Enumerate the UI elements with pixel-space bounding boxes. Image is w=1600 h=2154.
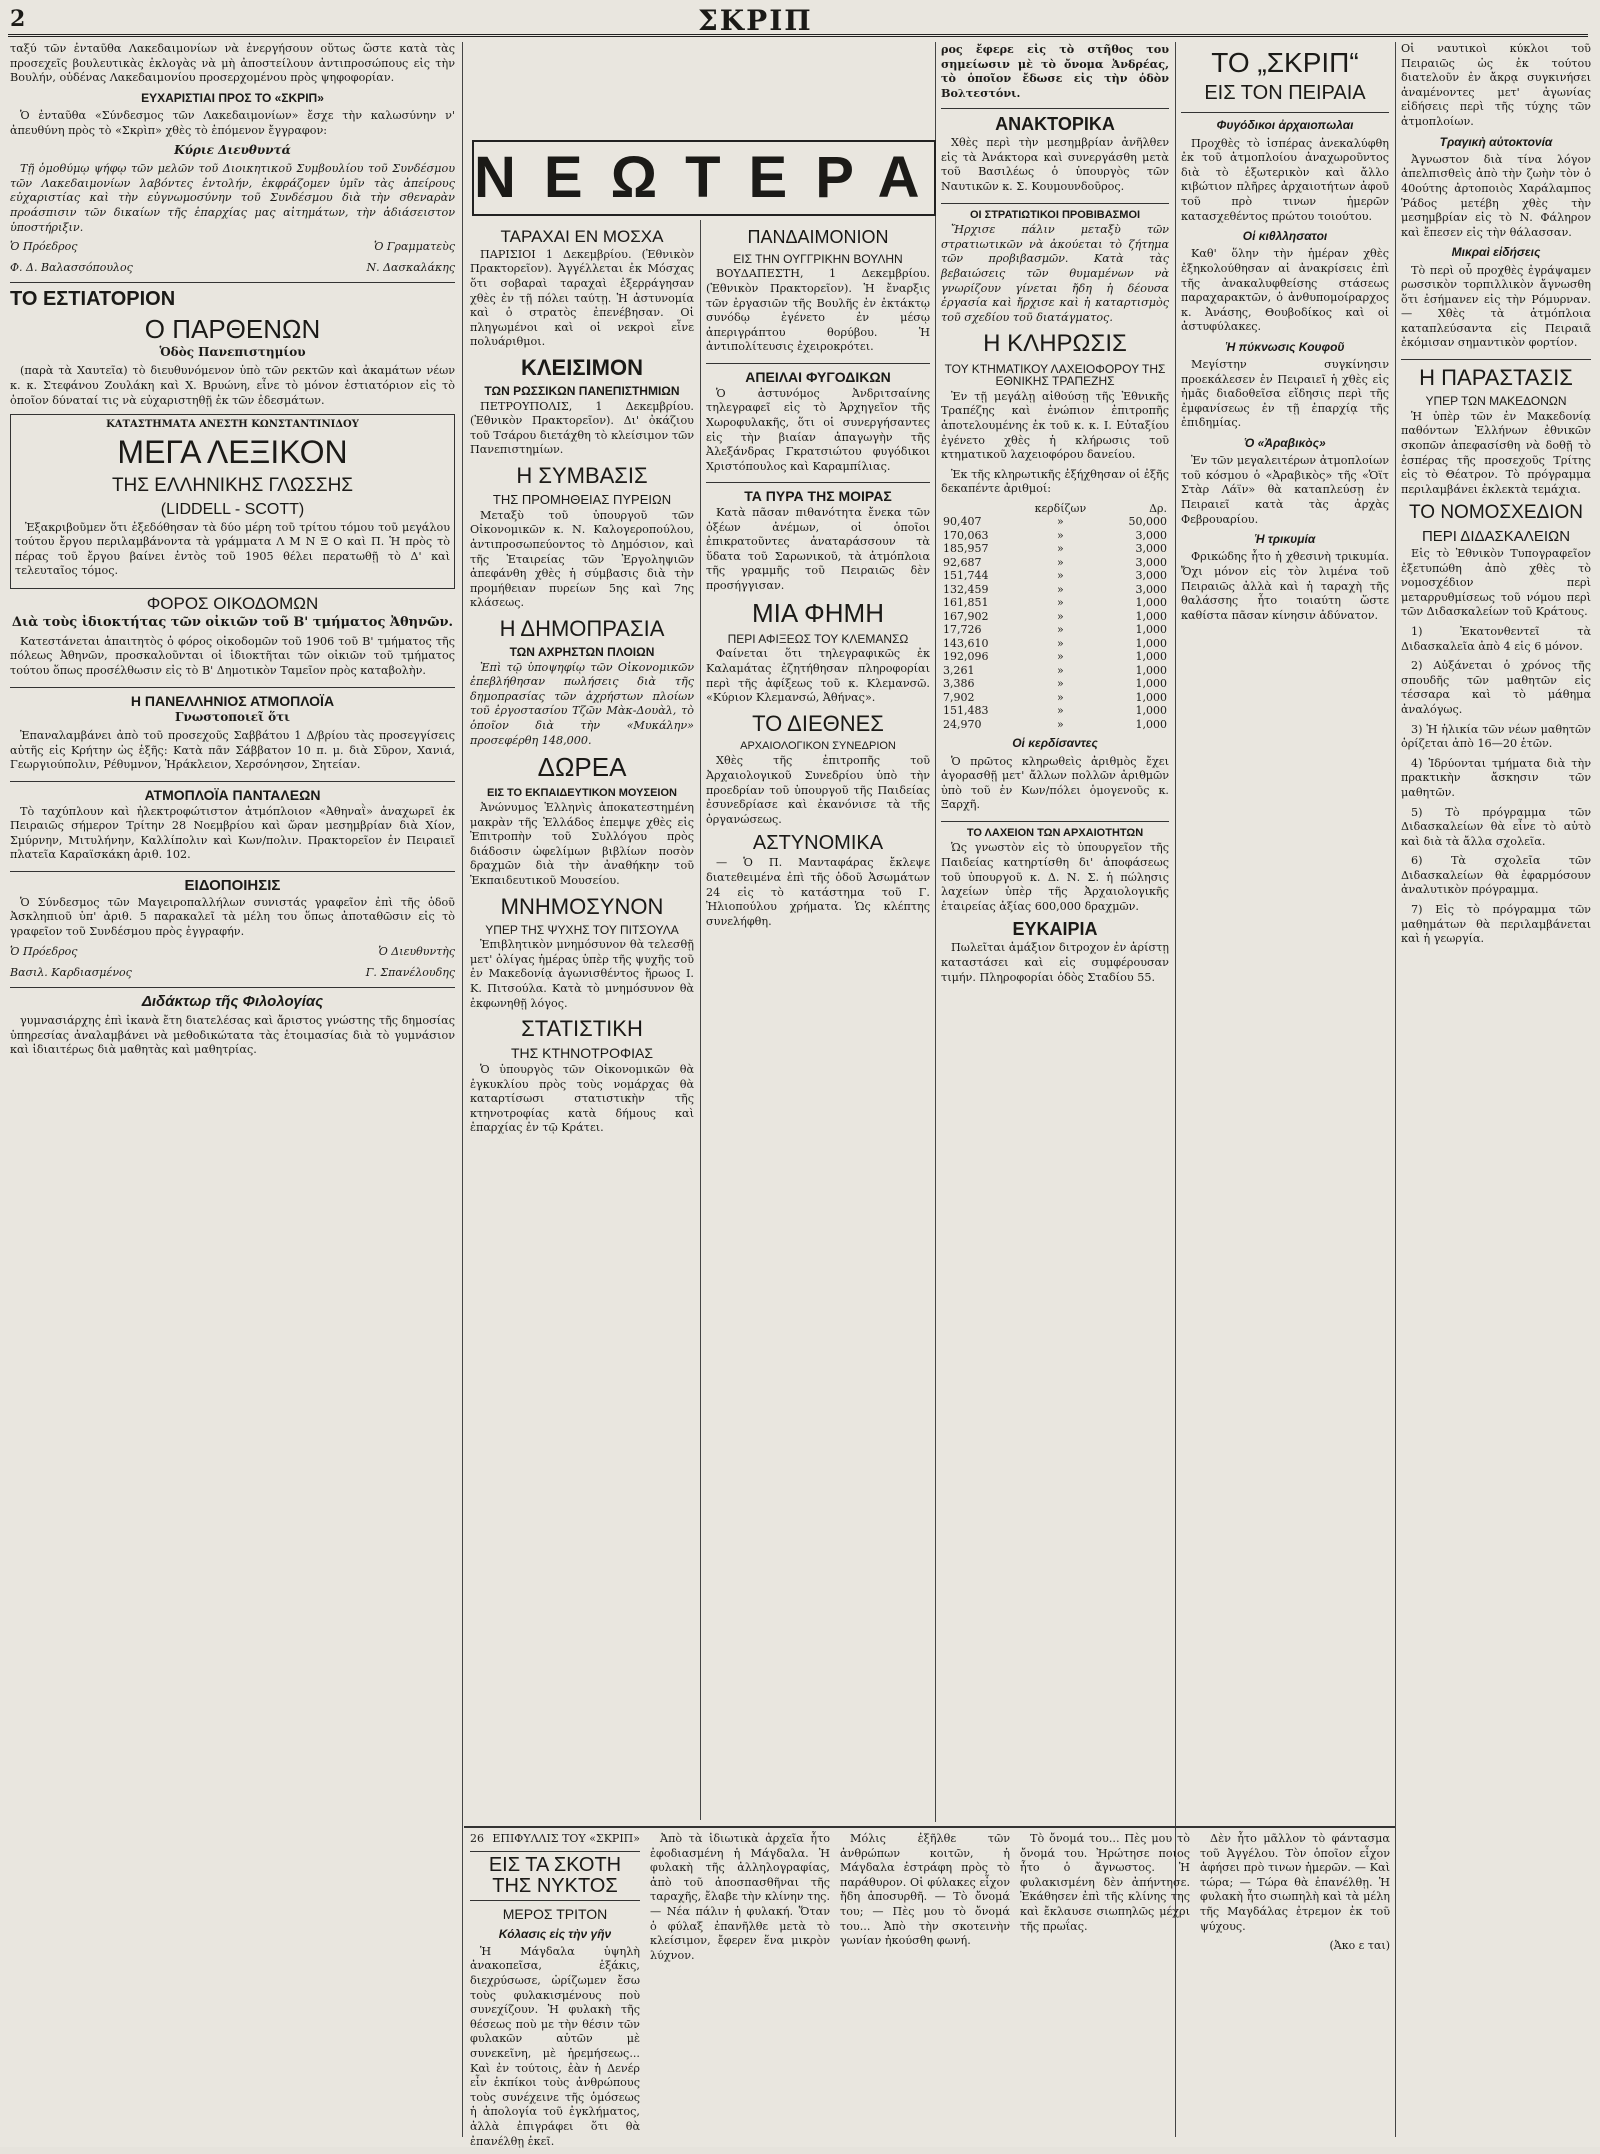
ditto-mark: » [1057, 690, 1064, 704]
headline: ΕΙΔΟΠΟΙΗΣΙΣ [184, 877, 281, 895]
headline: ΜΕΓΑ ΛΕΞΙΚΟΝ [117, 434, 348, 471]
masthead [8, 6, 1588, 37]
article-text: Πωλεῖται ἁμάξιον διτροχον ἐν ἀρίστῃ καταστάσει καὶ εἰς συμφέρουσαν τιμήν. Πληροφορίαι ὁδὸς Σταδίου 55. [941, 941, 1169, 984]
headline: ΑΠΕΙΛΑΙ ΦΥΓΟΔΙΚΩΝ [745, 369, 891, 386]
headline: (LIDDELL - SCOTT) [160, 500, 305, 518]
article-text: Χθὲς τῆς ἐπιτροπῆς τοῦ Ἀρχαιολογικοῦ Συνεδρίου ὑπὸ τὴν προεδρίαν τοῦ ὑπουργοῦ τῆς Παιδείας ἐσυνεδρίασε καὶ ἐκανόνισε τὰ τῆς ὀργανώσεως. [706, 754, 930, 826]
lottery-number: 161,851 [943, 596, 989, 610]
table-row [941, 542, 1169, 556]
prize-amount: 1,000 [1135, 677, 1167, 691]
article-text: ρος ἔφερε εἰς τὸ στῆθος του σημείωσιν μὲ τὸ ὄνομα Ἀνδρέας, τὸ ὁποῖον ἔδωσε εἰς τὴν ὁδὸν Βολτεστόνι. [941, 42, 1169, 100]
headline: Διδάκτωρ τῆς Φιλολογίας [141, 992, 324, 1010]
headline: ΤΟ „ΣΚΡΙΠ“ [1211, 47, 1359, 78]
signature-role: Ὁ Πρόεδρος [10, 944, 78, 958]
table-row [941, 515, 1169, 529]
article-text: Ὁ πρῶτος κληρωθεὶς ἀριθμὸς ἔχει ἀγορασθῇ μετ' ἄλλων πολλῶν ἀριθμῶν ὑπὸ τοῦ ἐν Κων/πόλει ὁμογενοῦς κ. Ξαρχῆ. [941, 754, 1169, 812]
article-text: Ἐξακριβοῦμεν ὅτι ἐξεδόθησαν τὰ δύο μέρη τοῦ τρίτου τόμου τοῦ μεγάλου τούτου ἔργου περιλαμβάνοντα τὰ γράμματα Λ Μ Ν Ξ Ο καὶ Π. Ἡ πρὸς τὸ πέρας τοῦ ἔργου βαίνει ἐντὸς τοῦ 1905 θέλει περατωθῇ τὸ Δ' καὶ τελευταῖος τόμος. [15, 520, 450, 578]
headline: Η ΠΑΝΕΛΛΗΝΙΟΣ ΑΤΜΟΠΛΟΪΑ [130, 692, 335, 709]
neotera-banner: ΝΕΩΤΕΡΑ [472, 140, 936, 216]
divider [10, 687, 455, 688]
lottery-number: 170,063 [943, 528, 989, 542]
signature-role: Ὁ Γραμματεὺς [373, 240, 455, 254]
table-row [941, 650, 1169, 664]
subheadline: ΤΟΥ ΚΤΗΜΑΤΙΚΟΥ ΛΑΧΕΙΟΦΟΡΟΥ ΤΗΣ ΕΘΝΙΚΗΣ ΤΡΑΠΕΖΗΣ [944, 361, 1166, 389]
ditto-mark: » [1057, 650, 1064, 664]
column-1 [10, 42, 455, 2137]
lottery-number: 151,744 [943, 569, 989, 583]
headline: Φυγόδικοι ἀρχαιοπωλαι [1216, 118, 1354, 133]
headline: ΑΣΤΥΝΟΜΙΚΑ [752, 832, 884, 855]
serial-text: Ἀπὸ τὰ ἰδιωτικὰ ἀρχεῖα ἦτο ἐφοδιασμένη ἡ Μάγδαλα. Ἡ φυλακὴ τῆς ἀλληλογραφίας, ἀπὸ τοῦ ἀποσπασθῆναι τῆς ταραχῆς, ἔλαβε τὴν κλίνην της. — Νέα πάλιν ἡ φυλακή. Ὅταν ὁ φύλαξ ἐπανῆλθε μετὰ τὸ κλείσιμον, ἔφερεν ἕνα μικρὸν λύχνον. [650, 1832, 830, 1962]
article-text: Κατεστάνεται ἀπαιτητὸς ὁ φόρος οἰκοδομῶν τοῦ 1906 τοῦ Β' τμήματος τῆς πόλεως Ἀθηνῶν, προσκαλοῦνται οἱ ἰδιοκτῆται τῶν οἰκιῶν τοῦ τμήματος τούτου ὅπως προσέλθωσιν εἰς τὸ Β' Δημοτικὸν Ταμεῖον πρὸς καταβολὴν. [10, 634, 455, 677]
ditto-mark: » [1057, 704, 1064, 718]
article-text: Καθ' ὅλην τὴν ἡμέραν χθὲς ἐξηκολούθησαν αἱ ἀνακρίσεις ἐπὶ τῆς ἀνακαλυφθείσης στάσεως παραχαρακτῶν, ὁ ἀνθυπομοίραρχος κ. Ἀνάσης, Θουβοδίκος καὶ οἱ ἀστυφύλακες. [1181, 247, 1389, 334]
divider [941, 108, 1169, 109]
subheadline: Γνωστοποιεῖ ὅτι [175, 710, 290, 725]
headline: ΤΗΣ ΕΛΛΗΝΙΚΗΣ ΓΛΩΣΣΗΣ [111, 474, 354, 496]
column-5 [1181, 42, 1389, 2137]
article-text: γυμνασιάρχης ἐπὶ ἱκανὰ ἔτη διατελέσας καὶ ἄριστος γνώστης τῆς δημοσίας ὑπηρεσίας ἀναλαμβάνει νὰ μεθοδικώτατα τὰς ἑτοιμασίας διὰ τὸ γυμνάσιον καὶ ἰδιαιτέρως διὰ μαθητὰς καὶ μαθητρίας. [10, 1014, 455, 1057]
headline: Ὁ «Ἀραβικὸς» [1244, 436, 1326, 451]
divider [10, 871, 455, 872]
article-text: Ὁ ἀστυνόμος Ἀνδριτσαίνης τηλεγραφεῖ εἰς τὸ Ἀρχηγεῖον τῆς Χωροφυλακῆς, ὅτι οἱ συνεργήσαντες εἰς τὴν βιαίαν ἀπαγωγὴν τῆς Ἀλεξάνδρας Γκρατσιώτου φυγόδικοι Χριστόπουλος καὶ Καραμπίλιας. [706, 386, 930, 473]
newspaper-name: ΣΚΡΙΠ [698, 4, 813, 37]
serial-part: ΜΕΡΟΣ ΤΡΙΤΟΝ [502, 1906, 608, 1922]
serial-text: Τὸ ὄνομά του... Πὲς μου τὸ ὄνομά του. Ἠρώτησε ποιος ἦτο ὁ ἄγνωστος. Ἡ φυλακισμένη δὲν ἀπήντησε. Ἐκάθησεν ἐπὶ τῆς κλίνης της καὶ ἔκλαυσε σιωπηλῶς μέχρι τῆς πρωΐας. [1020, 1832, 1190, 1933]
divider [706, 482, 930, 483]
ditto-mark: » [1057, 555, 1064, 569]
article-text: ταξύ τῶν ἐνταῦθα Λακεδαιμονίων νὰ ἐνεργήσουν οὕτως ὥστε κατὰ τὰς προσεχεῖς βουλευτικὰς ἐκλογὰς νὰ μὴ ἀποστείλουν ἀντιπροσώπους εἰς τὴν Βουλήν, οὐδένας Λακεδαιμονίου προσερχομένου πρὸς ψηφοφορίαν. [10, 42, 455, 85]
table-row [941, 718, 1169, 732]
list-item: 5) Τὸ πρόγραμμα τῶν Διδασκαλείων θὰ εἶνε τὸ αὐτὸ καὶ διὰ τὰ ἄλλα σχολεῖα. [1401, 805, 1591, 848]
ditto-mark: » [1057, 542, 1064, 556]
prize-amount: 1,000 [1135, 717, 1167, 731]
headline: ΚΛΕΙΣΙΜΟΝ [521, 355, 643, 380]
lottery-number: 167,902 [943, 609, 989, 623]
divider [10, 781, 455, 782]
headline: Η ΣΥΜΒΑΣΙΣ [516, 463, 648, 489]
article-text: Ἐπιβλητικὸν μνημόσυνον θὰ τελεσθῇ μετ' ὀλίγας ἡμέρας ὑπὲρ τῆς ψυχῆς τοῦ ἐν Μακεδονίᾳ ἀγωνισθέντος ἥρωος Ι. Κ. Πιτσούλα. Κατὰ τὸ μνημόσυνον θὰ ἐκφωνηθῇ λόγος. [470, 938, 694, 1010]
serial-title: ΕΙΣ ΤΑ ΣΚΟΤΗ ΤΗΣ ΝΥΚΤΟΣ [470, 1851, 640, 1901]
signature-name: Φ. Δ. Βαλασσόπουλος [10, 261, 133, 275]
table-header [941, 502, 1169, 516]
headline: ΑΤΜΟΠΛΟΪΑ ΠΑΝΤΑΛΕΩΝ [144, 787, 321, 803]
ditto-mark: » [1057, 717, 1064, 731]
signature-name: Ν. Δασκαλάκης [366, 261, 455, 275]
lottery-number: 3,386 [943, 677, 975, 691]
table-row [941, 569, 1169, 583]
prize-amount: 1,000 [1135, 609, 1167, 623]
article-text: Τὸ ταχύπλουν καὶ ἠλεκτροφώτιστον ἀτμόπλοιον «Ἀθηναῒ» ἀναχωρεῖ ἐκ Πειραιῶς σήμερον Τρίτην 28 Νοεμβρίου καὶ ὥραν μεσημβρίαν διὰ Χίον, Σμύρνην, Μιτυλήνην, Καλλίπολιν καὶ Κων/πολιν. Πρακτορεῖον ἐν Πειραιεῖ πλατεῖα Καραϊσκάκη ἀριθ. 102. [10, 804, 455, 862]
headline: ΤΑ ΠΥΡΑ ΤΗΣ ΜΟΙΡΑΣ [744, 488, 892, 505]
lottery-number: 132,459 [943, 582, 989, 596]
subheadline: Διὰ τοὺς ἰδιοκτήτας τῶν οἰκιῶν τοῦ Β' τμήματος Ἀθηνῶν. [11, 614, 454, 630]
headline: ΜΙΑ ΦΗΜΗ [752, 597, 884, 628]
subheadline: ΠΕΡΙ ΑΦΙΞΕΩΣ ΤΟΥ ΚΛΕΜΑΝΣΩ [727, 631, 909, 646]
article-text: Τῇ ὁμοθύμῳ ψήφῳ τῶν μελῶν τοῦ Διοικητικοῦ Συμβουλίου τοῦ Συνδέσμου τῶν Λακεδαιμονίων λαβόντες ἐντολήν, ἐκφράζομεν ὑμῖν τὰς ἀπείρους εὐχαριστίας καὶ τὴν εὐγνωμοσύνην τοῦ Συνδέσμου διὰ τὴν σθεναρὰν προάσπισιν τῶν δικαίων τῆς ἐπαρχίας μας αἰτημάτων, τὴν ἀδιάσειστον ὑποστήριξιν. [10, 162, 455, 234]
article-text: Ὁ ἐνταῦθα «Σύνδεσμος τῶν Λακεδαιμονίων» ἔσχε τὴν καλωσύνην ν' ἀπευθύνη πρὸς τὸ «Σκρὶπ» χθὲς τὸ ἑπόμενον ἔγγραφον: [10, 108, 455, 137]
salutation: Κύριε Διευθυντά [174, 143, 291, 158]
article-text: Μεγίστην συγκίνησιν προεκάλεσεν ἐν Πειραιεῖ ἡ χθὲς εἰς ἡμᾶς διαδοθεῖσα εἴδησις περὶ τῆς ἐμφανίσεως ἐν τῇ ἐπαρχίᾳ τῆς ἐπιδημίας. [1181, 358, 1389, 430]
column-rule [935, 42, 936, 1822]
headline: ΤΟ ΛΑΧΕΙΟΝ ΤΩΝ ΑΡΧΑΙΟΤΗΤΩΝ [966, 826, 1144, 839]
article-text: Φαίνεται ὅτι τηλεγραφικῶς ἐκ Καλαμάτας ἐζητήθησαν πληροφορίαι περὶ τῆς ἀφίξεως τοῦ κ. Κλεμανσῶ. «Κύριον Κλεμανσώ, Ἀθήνας». [706, 647, 930, 705]
article-text: Ὡς γνωστὸν εἰς τὸ ὑπουργεῖον τῆς Παιδείας κατηρτίσθη δι' ἀποφάσεως τοῦ ὑπουργοῦ κ. Δ. Ν. Σ. ἡ πώλησις λαχείων ὑπὲρ τῆς Ἀρχαιολογικῆς ἑταιρείας ἀξίας 600,000 δραχμῶν. [941, 841, 1169, 913]
lottery-number: 17,726 [943, 623, 982, 637]
list-item: 3) Ἡ ἡλικία τῶν νέων μαθητῶν ὁρίζεται ἀπὸ 16—20 ἐτῶν. [1401, 722, 1591, 751]
ditto-mark: » [1057, 677, 1064, 691]
table-row [941, 691, 1169, 705]
lottery-number: 7,902 [943, 690, 975, 704]
article-text: Ὁ ὑπουργὸς τῶν Οἰκονομικῶν θὰ ἐγκυκλίου πρὸς τοὺς νομάρχας θὰ καταρτίσωσι στατιστικὴν τῆς κτηνοτροφίας κατὰ δήμους καὶ ἐπαρχίας ἐν τῷ Κράτει. [470, 1063, 694, 1135]
column-4 [941, 42, 1169, 1822]
serial-text: Μόλις ἐξῆλθε τῶν ἀνθρώπων κοιτῶν, ἡ Μάγδαλα ἐστράφη πρὸς τὸ παράθυρον. Οἱ φύλακες εἶχον ἤδη ἀποσυρθῆ. — Τὸ ὄνομά του; — Πὲς μου τὸ ὄνομά του... Ἀπὸ τὴν σκοτεινὴν γωνίαν ἠκούσθη φωνή. [840, 1832, 1010, 1948]
signature-name: Γ. Σπανέλουδης [365, 965, 455, 979]
subheadline: ΑΡΧΑΙΟΛΟΓΙΚΟΝ ΣΥΝΕΔΡΙΟΝ [740, 739, 896, 752]
headline: ΤΟ ΔΙΕΘΝΕΣ [752, 710, 884, 736]
subheadline: ΕΙΣ ΤΟ ΕΚΠΑΙΔΕΥΤΙΚΟΝ ΜΟΥΣΕΙΟΝ [486, 786, 677, 799]
ditto-mark: » [1057, 582, 1064, 596]
advertisement [10, 414, 455, 589]
ditto-mark: » [1057, 528, 1064, 542]
ditto-mark: » [1057, 569, 1064, 583]
continues-label: (Ἀκο ε ται) [1329, 1939, 1390, 1953]
headline: Η ΚΛΗΡΩΣΙΣ [983, 330, 1127, 358]
signature-role: Ὁ Πρόεδρος [10, 240, 78, 254]
prize-amount: 1,000 [1135, 704, 1167, 718]
prize-amount: 3,000 [1135, 582, 1167, 596]
signature-role: Ὁ Διευθυντὴς [378, 944, 455, 958]
article-text: ΒΟΥΔΑΠΕΣΤΗ, 1 Δεκεμβρίου. (Ἐθνικὸν Πρακτορεῖον). Ἡ ἔναρξις τῶν ἐργασιῶν τῆς Βουλῆς ἐν ἐκτάκτῳ συνόδῳ ἐγένετο ἐν μέσῳ ἀπεριγράπτου θορύβου. Ἡ ἀντιπολίτευσις ἐχειροκρότει. [706, 267, 930, 354]
article-text: Ἤρχισε πάλιν μεταξὺ τῶν στρατιωτικῶν νὰ ἀκούεται τὸ ζήτημα τῶν προβιβασμῶν. Κατὰ τὰς βεβαιώσεις τῶν θυμαμένων νὰ γνωρίζουν γίνεται ἤδη ἡ δέουσα ἐργασία καὶ ἤρχισε καὶ ἡ καταρτισμὸς τοῦ σχεδίου τοῦ διατάγματος. [941, 223, 1169, 324]
subheadline: ΤΩΝ ΑΧΡΗΣΤΩΝ ΠΛΟΙΩΝ [509, 645, 655, 660]
serial-text: Δὲν ἦτο μᾶλλον τὸ φάντασμα τοῦ Ἀγγέλου. Τὸν ὁποῖον εἶχον ἀφήσει πρὸ τινων ἡμερῶν. — Καὶ τώρα; — Τώρα θὰ ἐπανέλθῃ. Ἡ φυλακὴ ἦτο σιωπηλὴ καὶ τὰ μέλη τῆς Μαγδάλας ἐτρεμον ἐκ τοῦ ψύχους. [1200, 1832, 1390, 1933]
headline: ΕΥΧΑΡΙΣΤΙΑΙ ΠΡΟΣ ΤΟ «ΣΚΡΙΠ» [141, 90, 324, 105]
divider [10, 987, 455, 988]
lottery-number: 3,261 [943, 663, 975, 677]
headline: Οἱ κιθλλησατοι [1242, 229, 1328, 244]
list-item: 7) Εἰς τὸ πρόγραμμα τῶν μαθημάτων θὰ περιλαμβάνεται καὶ ἡ γεωργία. [1401, 903, 1591, 946]
bill-list [1401, 625, 1591, 947]
lottery-table [941, 502, 1169, 732]
headline: Ο ΠΑΡΘΕΝΩΝ [144, 314, 321, 345]
column-rule [700, 220, 701, 1820]
column-rule [1395, 42, 1396, 2137]
column-header: κερδίζων [1034, 501, 1087, 515]
ditto-mark: » [1057, 609, 1064, 623]
article-text: ΠΑΡΙΣΙΟΙ 1 Δεκεμβρίου. (Ἐθνικὸν Πρακτορεῖον). Ἀγγέλλεται ἐκ Μόσχας ὅτι σοβαραὶ ταραχαὶ ἐξερράγησαν χθὲς ἐν τῇ πόλει ταύτῃ. Ἡ ἀστυνομία καὶ ὁ στρατὸς ἐπενέβησαν. Οἱ πληγωμένοι καὶ οἱ νεκροὶ εἶνε πολυάριθμοι. [470, 247, 694, 349]
article-text: Προχθὲς τὸ ἰσπέρας ἀνεκαλύφθη ἐκ τοῦ ἀτμοπλοίου ἀναχωροῦντος διὰ τὸ ἐξωτερικὸν καὶ ἄλλο κιβώτιον πλῆρες ἀρχαιοτήτων ἀφοῦ τοῦ πρὸ τινων ἡμερῶν κατασχεθέντος πρώτου τοιούτου. [1181, 136, 1389, 223]
signature-row [10, 966, 455, 979]
article-text: Χθὲς περὶ τὴν μεσημβρίαν ἀνῆλθεν εἰς τὰ Ἀνάκτορα καὶ συνεργάσθη μετὰ τοῦ Βασιλέως ὁ ὑπουργὸς τῶν Ναυτικῶν κ. Σ. Κουμουνδοῦρος. [941, 136, 1169, 194]
column-6 [1401, 42, 1591, 2137]
prize-amount: 1,000 [1135, 690, 1167, 704]
table-row [941, 704, 1169, 718]
serial-col [1200, 1832, 1390, 1952]
serial-text: Ἡ Μάγδαλα ὑψηλὴ ἀνακοπεῖσα, ἑξάκις, διεχρύσωσε, ὡρίζωμεν ἔσω τοὺς φυλακισμένους ποὺ συνεχίζουν. Ἡ φυλακὴ τῆς θέσεως ποὺ με τὴν θέσιν τῶν φυλακῶν αὐτῶν μὲ συνεκεῖνη, μὲ ἠρεμήσεως... Καὶ ἐν τούτοις, ἐὰν ἡ Δενέρ εἶν ἐκπίκοι τοὺς ἀνθρώπους τοὺς συνέχεινε τῆς ὁμόσεως ἡ ἀπολογία τοῦ ἐγκλήματος, ἀλλὰ ἐπιγράφει ὅτι θὰ ἐπανέλθῃ ἐκεῖ. [470, 1944, 640, 2148]
column-header: Δρ. [1149, 501, 1167, 515]
article-text: Οἱ ναυτικοὶ κύκλοι τοῦ Πειραιῶς ὡς ἐκ τούτου διατελοῦν ἐν ἄκρᾳ συγκινήσει ἀναμένοντες μετ' ἀγωνίας εἰδήσεις περὶ τῆς τύχης τῶν ἀτμοπλοίων. [1401, 42, 1591, 128]
prize-amount: 1,000 [1135, 596, 1167, 610]
ditto-mark: » [1057, 663, 1064, 677]
serial-attribution: ΕΠΙΦΥΛΛΙΣ ΤΟΥ «ΣΚΡΙΠ» [492, 1832, 640, 1845]
article-text: Ἀγνωστον διὰ τίνα λόγον ἀπελπισθεὶς ἀπὸ τὴν ζωὴν τὸν ὁ 40ούτης ἀρτοποιὸς Χαράλαμπος Ῥάδος μετέβη χθὲς τὴν μεσημβρίαν εἰς τὸ Ν. Φάληρον καὶ ἔπεσεν εἰς τὴν θάλασσαν. [1401, 152, 1591, 239]
table-row [941, 556, 1169, 570]
headline: Οἱ κερδίσαντες [1012, 736, 1098, 751]
signature-row [10, 240, 455, 253]
table-row [941, 610, 1169, 624]
ditto-mark: » [1057, 515, 1064, 529]
article-text: Ὁ Σύνδεσμος τῶν Μαγειροπαλλήλων συνιστάς γραφεῖον ἐπὶ τῆς ὁδοῦ Ἀσκληπιοῦ ὑπ' ἀριθ. 5 παρακαλεῖ τὰ μέλη του ὅπως ἀποταθῶσιν εἰς τὸ γραφεῖον τοῦ Συνδέσμου πρὸς ἐγγραφήν. [10, 895, 455, 938]
headline: ΑΝΑΚΤΟΡΙΚΑ [995, 114, 1115, 135]
store-label: ΚΑΤΑΣΤΗΜΑΤΑ ΑΝΕΣΤΗ ΚΩΝΣΤΑΝΤΙΝΙΔΟΥ [106, 419, 359, 431]
headline: ΤΟ ΕΣΤΙΑΤΟΡΙΟΝ [10, 288, 176, 311]
headline: ΜΝΗΜΟΣΥΝΟΝ [500, 893, 664, 919]
column-2 [470, 222, 694, 1822]
lottery-number: 143,610 [943, 636, 989, 650]
prize-amount: 3,000 [1135, 555, 1167, 569]
column-rule [1175, 42, 1176, 2137]
signature-row [10, 261, 455, 274]
article-text: Εἰς τὸ Ἐθνικὸν Τυπογραφεῖον ἐξετυπώθη ἀπὸ χθὲς τὸ νομοσχέδιον περὶ μεταρρυθμίσεως τοῦ νόμου περὶ τῶν Διδασκαλείων τοῦ Κράτους. [1401, 547, 1591, 619]
table-row [941, 596, 1169, 610]
prize-amount: 1,000 [1135, 623, 1167, 637]
headline: Η ΔΗΜΟΠΡΑΣΙΑ [499, 615, 665, 641]
table-row [941, 677, 1169, 691]
article-text: Κατὰ πᾶσαν πιθανότητα ἔνεκα τῶν ὀξέων ἀνέμων, οἱ ὁποῖοι ἐπικρατοῦντες ἀναταράσσουν τὰ ὕδατα τοῦ Σαρωνικοῦ, τὰ ἀτμόπλοια τῆς γραμμῆς τοῦ Πειραιῶς δὲν προσήγγισαν. [706, 505, 930, 592]
divider [706, 363, 930, 364]
serial-section [470, 1832, 1390, 2148]
subheadline: ΕΙΣ ΤΗΝ ΟΥΓΓΡΙΚΗΝ ΒΟΥΛΗΝ [733, 251, 903, 266]
article-text: Ἡ ὑπὲρ τῶν ἐν Μακεδονίᾳ παθόντων Ἑλλήνων ἐθνικῶν σκοπῶν ἀπεφασίσθη νὰ δοθῇ τὸ ἑσπέρας τῆς προσεχοῦς Τρίτης εἰς τὸ Θέατρον. Τὸ πρόγραμμα περιλαμβάνει ἐκλεκτὰ τεμάχια. [1401, 409, 1591, 496]
serial-col [1020, 1832, 1190, 1939]
table-row [941, 637, 1169, 651]
subheadline: Ὁδὸς Πανεπιστημίου [159, 345, 306, 360]
subheadline: ΥΠΕΡ ΤΩΝ ΜΑΚΕΔΟΝΩΝ [1425, 394, 1567, 409]
headline: ΠΑΝΔΑΙΜΟΝΙΟΝ [747, 227, 889, 247]
signature-row [10, 945, 455, 958]
headline: Μικραὶ εἰδήσεις [1451, 245, 1541, 260]
prize-amount: 3,000 [1135, 542, 1167, 556]
serial-header [470, 1832, 640, 1845]
list-item: 1) Ἐκατονθεντεῖ τὰ Διδασκαλεῖα ἀπὸ 4 εἰς 6 μόνον. [1401, 624, 1591, 653]
article-text: Ἐπαναλαμβάνει ἀπὸ τοῦ προσεχοῦς Σαββάτου 1 Δ/βρίου τὰς προσεγγίσεις αὐτῆς εἰς Κρήτην ὡς ἑξῆς: Κατὰ πᾶν Σάββατον 10 π. μ. διὰ Σῦρον, Χανιά, Γεωργιούπολιν, Ρέθυμνον, Ἡράκλειον, Χερσόνησον, Σητείαν. [10, 729, 455, 772]
subheadline: ΤΩΝ ΡΩΣΣΙΚΩΝ ΠΑΝΕΠΙΣΤΗΜΙΩΝ [484, 384, 680, 399]
subheadline: ΤΗΣ ΚΤΗΝΟΤΡΟΦΙΑΣ [510, 1045, 654, 1062]
list-item: 4) Ἱδρύονται τμήματα διὰ τὴν πρακτικὴν ἄσκησιν τῶν μαθητῶν. [1401, 756, 1591, 799]
article-text: (παρὰ τὰ Χαυτεῖα) τὸ διευθυνόμενον ὑπὸ τῶν ρεκτῶν καὶ ἀκαμάτων νέων κ. κ. Στεφάνου Ζουλάκη καὶ Χ. Βρυώνη, εἶνε τὸ μόνον ἐστιατόριον εἰς τὸ ὁποῖον δύναταί τις νὰ εὐχαριστηθῇ ἐκ τῶν ἐδεσμάτων. [10, 364, 455, 407]
headline: ΤΑΡΑΧΑΙ ΕΝ ΜΟΣΧΑ [500, 227, 664, 246]
table-row [941, 529, 1169, 543]
signature-name: Βασιλ. Καρδιασμένος [10, 965, 132, 979]
subheadline: ΕΙΣ ΤΟΝ ΠΕΙΡΑΙΑ [1204, 82, 1366, 105]
table-row [941, 664, 1169, 678]
prize-amount: 1,000 [1135, 636, 1167, 650]
headline: ΟΙ ΣΤΡΑΤΙΩΤΙΚΟΙ ΠΡΟΒΙΒΑΣΜΟΙ [969, 208, 1141, 221]
lottery-number: 90,407 [943, 515, 982, 529]
divider [1401, 359, 1591, 360]
divider [10, 282, 455, 283]
article-text: Ἐν τῇ μεγάλῃ αἰθούσῃ τῆς Ἐθνικῆς Τραπέζης καὶ ἐνώπιον ἐπιτροπῆς ἀποτελουμένης ἐκ τοῦ κ. κ. Ι. Εὐταξίου ἐγένετο χθὲς ἡ κλήρωσις τοῦ κτηματικοῦ λαχειοφόρου δανείου. [941, 389, 1169, 462]
table-row [941, 623, 1169, 637]
ditto-mark: » [1057, 596, 1064, 610]
article-text: Φρικώδης ἦτο ἡ χθεσινὴ τρικυμία. Ὄχι μόνον εἰς τὸν λιμένα τοῦ Πειραιῶς ἀλλὰ καὶ ἡ ταραχὴ τῆς θαλάσσης ἦτο τοιαύτη ὥστε καθίστα πᾶσαν κίνησιν ἀδύνατον. [1181, 550, 1389, 622]
list-item: 2) Αὐξάνεται ὁ χρόνος τῆς σπουδῆς τῶν μαθητῶν εἰς τέσσαρα καὶ τὸ μάθημα ἀναλόγως. [1401, 659, 1591, 716]
divider [941, 203, 1169, 204]
table-row [941, 583, 1169, 597]
headline: ΣΤΑΤΙΣΤΙΚΗ [521, 1016, 643, 1042]
headline: ΕΥΚΑΙΡΙΑ [1012, 919, 1098, 940]
serial-chapter: Κόλασις εἰς τὴν γῆν [498, 1926, 612, 1941]
subheadline: ΤΗΣ ΠΡΟΜΗΘΕΙΑΣ ΠΥΡΕΙΩΝ [492, 492, 672, 508]
ditto-mark: » [1057, 623, 1064, 637]
headline: Ἡ τρικυμία [1254, 532, 1316, 547]
article-text: Τὸ περὶ οὗ προχθὲς ἐγράψαμεν ρωσσικὸν τορπιλλικὸν ἄγνωσθη ὅτι ἐσήμανεν εἰς τὴν Ρόμυρναν. — Χθὲς τὰ ἀτμόπλοια καταπλεύσαντα εἰς Πειραιᾶ ἐκόμισαν σημαντικὸν φορτίον. [1401, 263, 1591, 350]
serial-col [650, 1832, 830, 1968]
headline: ΔΩΡΕΑ [537, 752, 627, 783]
prize-amount: 50,000 [1128, 515, 1167, 529]
lottery-number: 92,687 [943, 555, 982, 569]
prize-amount: 1,000 [1135, 663, 1167, 677]
article-text: ΠΕΤΡΟΥΠΟΛΙΣ, 1 Δεκεμβρίου. (Ἐθνικὸν Πρακτορεῖον). Δι' ὀκάζιου τοῦ Τσάρου διετάχθη τὸ κλείσιμον τῶν Πανεπιστημίων. [470, 399, 694, 457]
lottery-number: 192,096 [943, 650, 989, 664]
lottery-number: 185,957 [943, 542, 989, 556]
headline: Τραγικὴ αὐτοκτονία [1439, 134, 1553, 149]
article-text: Ἐν τῶν μεγαλειτέρων ἀτμοπλοίων τοῦ κόσμου ὁ «Ἀραβικὸς» τῆς «Ὁϊτ Στὰρ Λάϊν» θὰ καταπλεύσῃ ἐν Πειραιεῖ κατὰ τὰς ἀρχὰς Φεβρουαρίου. [1181, 454, 1389, 526]
headline: Ἡ πύκνωσις Κουφοῦ [1225, 339, 1345, 354]
column-rule [462, 42, 463, 2137]
column-3 [706, 222, 930, 1822]
article-text: Ἐκ τῆς κληρωτικῆς ἐξήχθησαν οἱ ἐξῆς δεκαπέντε ἀριθμοί: [941, 467, 1169, 496]
list-item: 6) Τὰ σχολεῖα τῶν Διδασκαλείων θὰ ἐφαρμόσουν ἀναλυτικὸν πρόγραμμα. [1401, 854, 1591, 897]
subheadline: ΥΠΕΡ ΤΗΣ ΨΥΧΗΣ ΤΟΥ ΠΙΤΣΟΥΛΑ [485, 922, 679, 937]
prize-amount: 3,000 [1135, 569, 1167, 583]
article-text: Μεταξὺ τοῦ ὑπουργοῦ τῶν Οἰκονομικῶν κ. Ν. Καλογεροπούλου, ἀντιπροσωπεύοντος τὸ Δημόσιον, καὶ τῆς Ἑταιρείας τῶν Ἐργοληψιῶν ἀπεφάνθη χθὲς ἡ σύμβασις διὰ τὴν προμήθειαν πυρείων 5ης καὶ 7ης κλάσεως. [470, 508, 694, 610]
ditto-mark: » [1057, 636, 1064, 650]
article-text: — Ὁ Π. Μανταφάρας ἔκλεψε διατεθειμένα ἐπὶ τῆς ὁδοῦ Ἀσωμάτων 24 εἰς τὸ κατάστημα τοῦ Γ. Ἠλιοπούλου χρήματα. Ὡς κλέπτης συνελήφθη. [706, 856, 930, 928]
headline: Η ΠΑΡΑΣΤΑΣΙΣ [1419, 365, 1573, 391]
subheadline: ΠΕΡΙ ΔΙΔΑΣΚΑΛΕΙΩΝ [1421, 528, 1571, 546]
serial-number: 26 [470, 1832, 484, 1845]
serial-header-col [470, 1832, 640, 2154]
headline: ΦΟΡΟΣ ΟΙΚΟΔΟΜΩΝ [146, 593, 319, 613]
lottery-number: 24,970 [943, 717, 982, 731]
prize-amount: 3,000 [1135, 528, 1167, 542]
serial-col [840, 1832, 1010, 1954]
page-number: 2 [10, 6, 26, 32]
article-text: Ἐπὶ τῷ ὑποψηφίῳ τῶν Οἰκονομικῶν ἐπεβλήθησαν πωλήσεις διὰ τῆς δημοπρασίας τῶν ἀχρήστων πλοίων τοῦ ἐργοστασίου Τζῶν Μὰκ-Δουὰλ, τὸ ὁποῖον διὰ τὴν «Μυκάλην» προσεφέρθη 148,000. [470, 660, 694, 747]
divider [1181, 112, 1389, 113]
lottery-number: 151,483 [943, 704, 989, 718]
headline: ΤΟ ΝΟΜΟΣΧΕΔΙΟΝ [1409, 502, 1583, 524]
prize-amount: 1,000 [1135, 650, 1167, 664]
article-text: Ἀνώνυμος Ἑλληνὶς ἀποκατεστημένη μακρὰν τῆς Ἑλλάδος ἐπεμψε χθὲς εἰς Ἐπιτροπὴν τοῦ Συλλόγου πρὸς διάδοσιν ὠφελίμων βιβλίων ποσὸν δραχμῶν διὰ τὴν ἀναθήκην τοῦ Ἐκπαιδευτικοῦ Μουσείου. [470, 801, 694, 888]
divider [941, 821, 1169, 822]
